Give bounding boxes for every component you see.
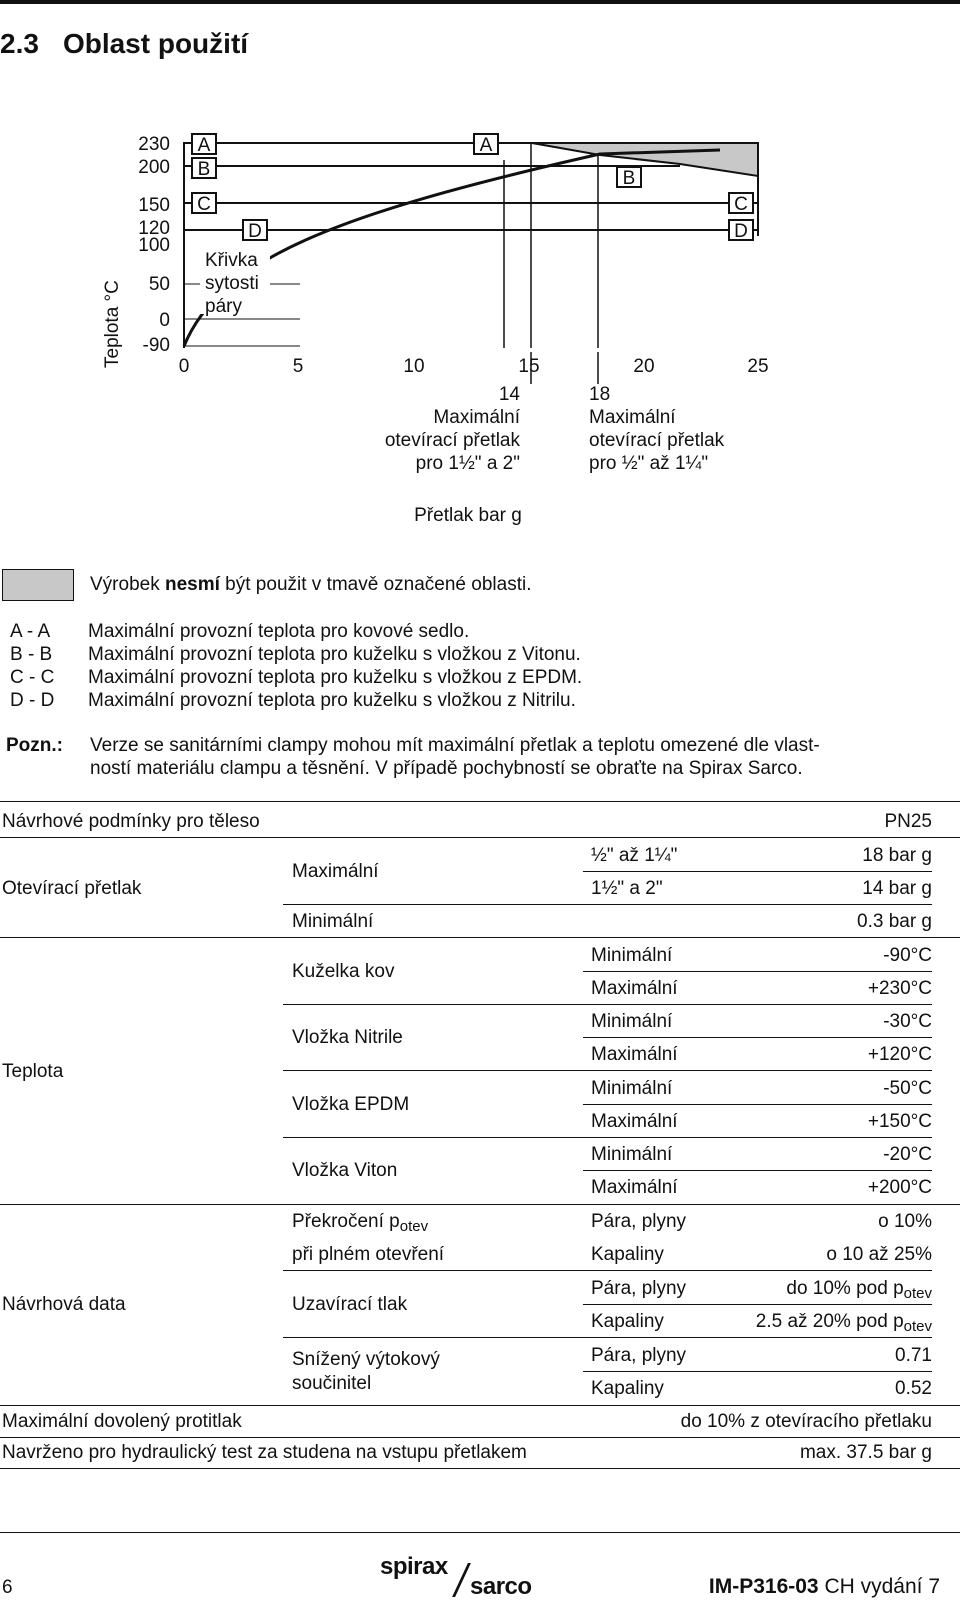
document-id xyxy=(709,1575,940,1599)
opening-min-value: 0.3 bar g xyxy=(857,911,932,932)
closing-steam-sub: otev xyxy=(903,1285,932,1302)
coef-label: Snížený výtokový xyxy=(292,1349,440,1370)
opening-value: 14 bar g xyxy=(862,878,932,899)
cell-rule xyxy=(583,1304,932,1305)
medium-label: Kapaliny xyxy=(591,1311,664,1332)
temp-max-value: +150°C xyxy=(867,1111,932,1132)
temp-group-name: Vložka Viton xyxy=(292,1160,398,1181)
series-boxes-left xyxy=(192,134,267,242)
series-label-D-right: D xyxy=(734,221,748,242)
table-rule xyxy=(0,1468,960,1469)
curve-label-line: páry xyxy=(205,296,242,317)
x-axis-label: Přetlak bar g xyxy=(414,505,522,526)
x-tick: 25 xyxy=(747,356,769,377)
temp-min-label: Minimální xyxy=(591,1078,673,1099)
closing-label: Uzavírací tlak xyxy=(292,1294,408,1315)
temp-group-name: Vložka Nitrile xyxy=(292,1027,403,1048)
temp-max-label: Maximální xyxy=(591,978,678,999)
cell-rule xyxy=(583,871,932,872)
coef-steam: 0.71 xyxy=(895,1345,932,1366)
temp-max-value: +120°C xyxy=(867,1044,932,1065)
y-tick: 230 xyxy=(138,134,170,155)
closing-liquids xyxy=(756,1311,932,1335)
legend-code: B - B xyxy=(10,644,53,665)
opening-max-label: Maximální xyxy=(292,861,379,882)
series-label-D: D xyxy=(248,221,262,242)
coef-label-2: součinitel xyxy=(292,1373,372,1394)
temp-max-label: Maximální xyxy=(591,1177,678,1198)
x-tick: 5 xyxy=(292,356,304,377)
temp-group-name: Kuželka kov xyxy=(292,961,395,982)
x-tick: 0 xyxy=(178,356,190,377)
temp-max-label: Maximální xyxy=(591,1111,678,1132)
temp-max-value: +230°C xyxy=(867,978,932,999)
section-title: Oblast použití xyxy=(62,28,249,59)
annotation-18 xyxy=(589,352,725,474)
legend-text: Maximální provozní teplota pro kuželku s vložkou z Nitrilu. xyxy=(88,690,576,711)
temp-group-name: Vložka EPDM xyxy=(292,1094,410,1115)
y-tick: 120 xyxy=(138,218,170,239)
annotation-line: Maximální xyxy=(589,407,676,428)
y-tick: 200 xyxy=(138,157,170,178)
table-title: Návrhové podmínky pro těleso xyxy=(2,811,260,832)
doc-edition: CH vydání 7 xyxy=(818,1575,940,1598)
shade-text-post: být použit v tmavě označené oblasti. xyxy=(219,574,532,595)
legend-code: C - C xyxy=(10,667,55,688)
cell-rule xyxy=(283,1070,932,1071)
section-heading xyxy=(0,28,272,60)
temp-min-value: -20°C xyxy=(883,1144,932,1165)
annotation-line: pro ½" až 1¼" xyxy=(589,453,709,474)
shade-text-pre: Výrobek xyxy=(90,574,165,595)
annotation-line: otevírací přetlak xyxy=(384,430,520,451)
opening-value: 18 bar g xyxy=(862,845,932,866)
cell-rule xyxy=(283,1004,932,1005)
medium-label: Pára, plyny xyxy=(591,1345,687,1366)
logo-top: spirax xyxy=(380,1553,448,1580)
series-label-B: B xyxy=(197,159,211,180)
cell-rule xyxy=(583,1170,932,1171)
legend-item xyxy=(10,690,576,712)
x-tick-labels xyxy=(179,356,769,377)
overpressure-steam: o 10% xyxy=(878,1211,932,1232)
annotation-line: 14 xyxy=(498,384,520,405)
note-label: Pozn.: xyxy=(6,735,63,756)
logo-bottom: sarco xyxy=(470,1573,532,1600)
cell-rule xyxy=(283,1337,932,1338)
legend-item xyxy=(10,667,582,689)
footer-rule xyxy=(0,1532,960,1533)
logo-slash xyxy=(452,1563,471,1597)
overpressure-label-2: při plném otevření xyxy=(292,1244,445,1265)
y-tick: 150 xyxy=(138,195,170,216)
annotation-line: Maximální xyxy=(433,407,520,428)
table-rule xyxy=(0,801,960,802)
curve-label-line: sytosti xyxy=(205,273,259,294)
operating-range-chart xyxy=(0,120,960,540)
cell-rule xyxy=(283,904,932,905)
medium-label: Kapaliny xyxy=(591,1378,664,1399)
prohibited-area xyxy=(532,143,758,176)
page-number: 6 xyxy=(2,1577,13,1598)
shade-text-bold: nesmí xyxy=(164,574,220,595)
x-tick: 15 xyxy=(518,356,540,377)
table-rule xyxy=(0,837,960,838)
legend-text: Maximální provozní teplota pro kovové sedlo. xyxy=(88,621,470,642)
curve-label-line: Křivka xyxy=(205,250,258,271)
temp-min-value: -90°C xyxy=(883,945,932,966)
note-line: ností materiálu clampu a těsnění. V případě pochybností se obraťte na Spirax Sarco. xyxy=(90,758,803,779)
curve-label xyxy=(200,246,270,317)
top-rule xyxy=(0,0,960,4)
legend-code: D - D xyxy=(10,690,55,711)
medium-label: Kapaliny xyxy=(591,1244,664,1265)
cell-rule xyxy=(583,1371,932,1372)
series-label-C-right: C xyxy=(734,194,748,215)
table-rule xyxy=(0,937,960,938)
cell-rule xyxy=(583,971,932,972)
overpressure-liquids: o 10 až 25% xyxy=(826,1244,932,1265)
medium-label: Pára, plyny xyxy=(591,1211,687,1232)
x-tick: 20 xyxy=(633,356,655,377)
cell-rule xyxy=(583,1037,932,1038)
annotation-line: 18 xyxy=(589,384,611,405)
temp-max-label: Maximální xyxy=(591,1044,678,1065)
legend-text: Maximální provozní teplota pro kuželku s vložkou z Vitonu. xyxy=(88,644,581,665)
spirax-sarco-logo xyxy=(380,1553,550,1603)
opening-size: ½" až 1¼" xyxy=(591,845,678,866)
cell-rule xyxy=(583,1104,932,1105)
backpressure-value: do 10% z otevíracího přetlaku xyxy=(680,1411,932,1432)
closing-steam xyxy=(786,1278,932,1302)
temp-min-label: Minimální xyxy=(591,1144,673,1165)
y-tick: -90 xyxy=(142,335,170,356)
shade-swatch xyxy=(2,569,74,601)
y-tick: 50 xyxy=(148,274,170,295)
opening-label: Otevírací přetlak xyxy=(2,878,142,899)
closing-liquids-sub: otev xyxy=(903,1318,932,1335)
opening-size: 1½" a 2" xyxy=(591,878,663,899)
x-tick: 10 xyxy=(403,356,425,377)
hydro-label: Navrženo pro hydraulický test za studena na vstupu přetlakem xyxy=(2,1442,527,1463)
backpressure-label: Maximální dovolený protitlak xyxy=(2,1411,242,1432)
annotation-line: otevírací přetlak xyxy=(589,430,725,451)
closing-steam-text: do 10% pod p xyxy=(786,1278,904,1299)
section-number: 2.3 xyxy=(0,28,39,59)
series-label-A: A xyxy=(197,135,211,156)
y-tick: 0 xyxy=(159,310,170,331)
temperature-label: Teplota xyxy=(2,1061,64,1082)
closing-liquids-text: 2.5 až 20% pod p xyxy=(755,1311,904,1332)
y-tick: 100 xyxy=(138,235,170,256)
legend-text: Maximální provozní teplota pro kuželku s vložkou z EPDM. xyxy=(88,667,583,688)
y-axis-label: Teplota °C xyxy=(102,280,123,368)
temp-min-value: -50°C xyxy=(883,1078,932,1099)
design-label: Návrhová data xyxy=(2,1294,126,1315)
cell-rule xyxy=(283,1270,932,1271)
series-label-C: C xyxy=(197,194,211,215)
table-rule xyxy=(0,1405,960,1406)
opening-min-label: Minimální xyxy=(292,911,374,932)
annotation-line: pro 1½" a 2" xyxy=(415,453,520,474)
hydro-value: max. 37.5 bar g xyxy=(799,1442,932,1463)
series-label-B-right: B xyxy=(622,168,636,189)
table-pn: PN25 xyxy=(884,811,932,832)
medium-label: Pára, plyny xyxy=(591,1278,687,1299)
legend-item xyxy=(10,644,581,666)
temp-min-label: Minimální xyxy=(591,945,673,966)
y-tick-labels xyxy=(138,134,170,356)
cell-rule xyxy=(283,1137,932,1138)
legend-item xyxy=(10,621,469,643)
overpressure-label xyxy=(292,1211,428,1235)
temp-max-value: +200°C xyxy=(867,1177,932,1198)
overpressure-text: Překročení p xyxy=(292,1211,400,1232)
overpressure-sub: otev xyxy=(399,1218,429,1235)
temp-min-value: -30°C xyxy=(883,1011,932,1032)
shade-explanation xyxy=(90,574,531,596)
table-rule xyxy=(0,1204,960,1205)
table-rule xyxy=(0,1437,960,1438)
legend-code: A - A xyxy=(10,621,51,642)
temp-min-label: Minimální xyxy=(591,1011,673,1032)
doc-code: IM-P316-03 xyxy=(708,1575,819,1598)
coef-liquids: 0.52 xyxy=(895,1378,932,1399)
note-line: Verze se sanitárními clampy mohou mít maximální přetlak a teplotu omezené dle vlast- xyxy=(90,735,820,756)
series-label-A-right: A xyxy=(479,135,493,156)
